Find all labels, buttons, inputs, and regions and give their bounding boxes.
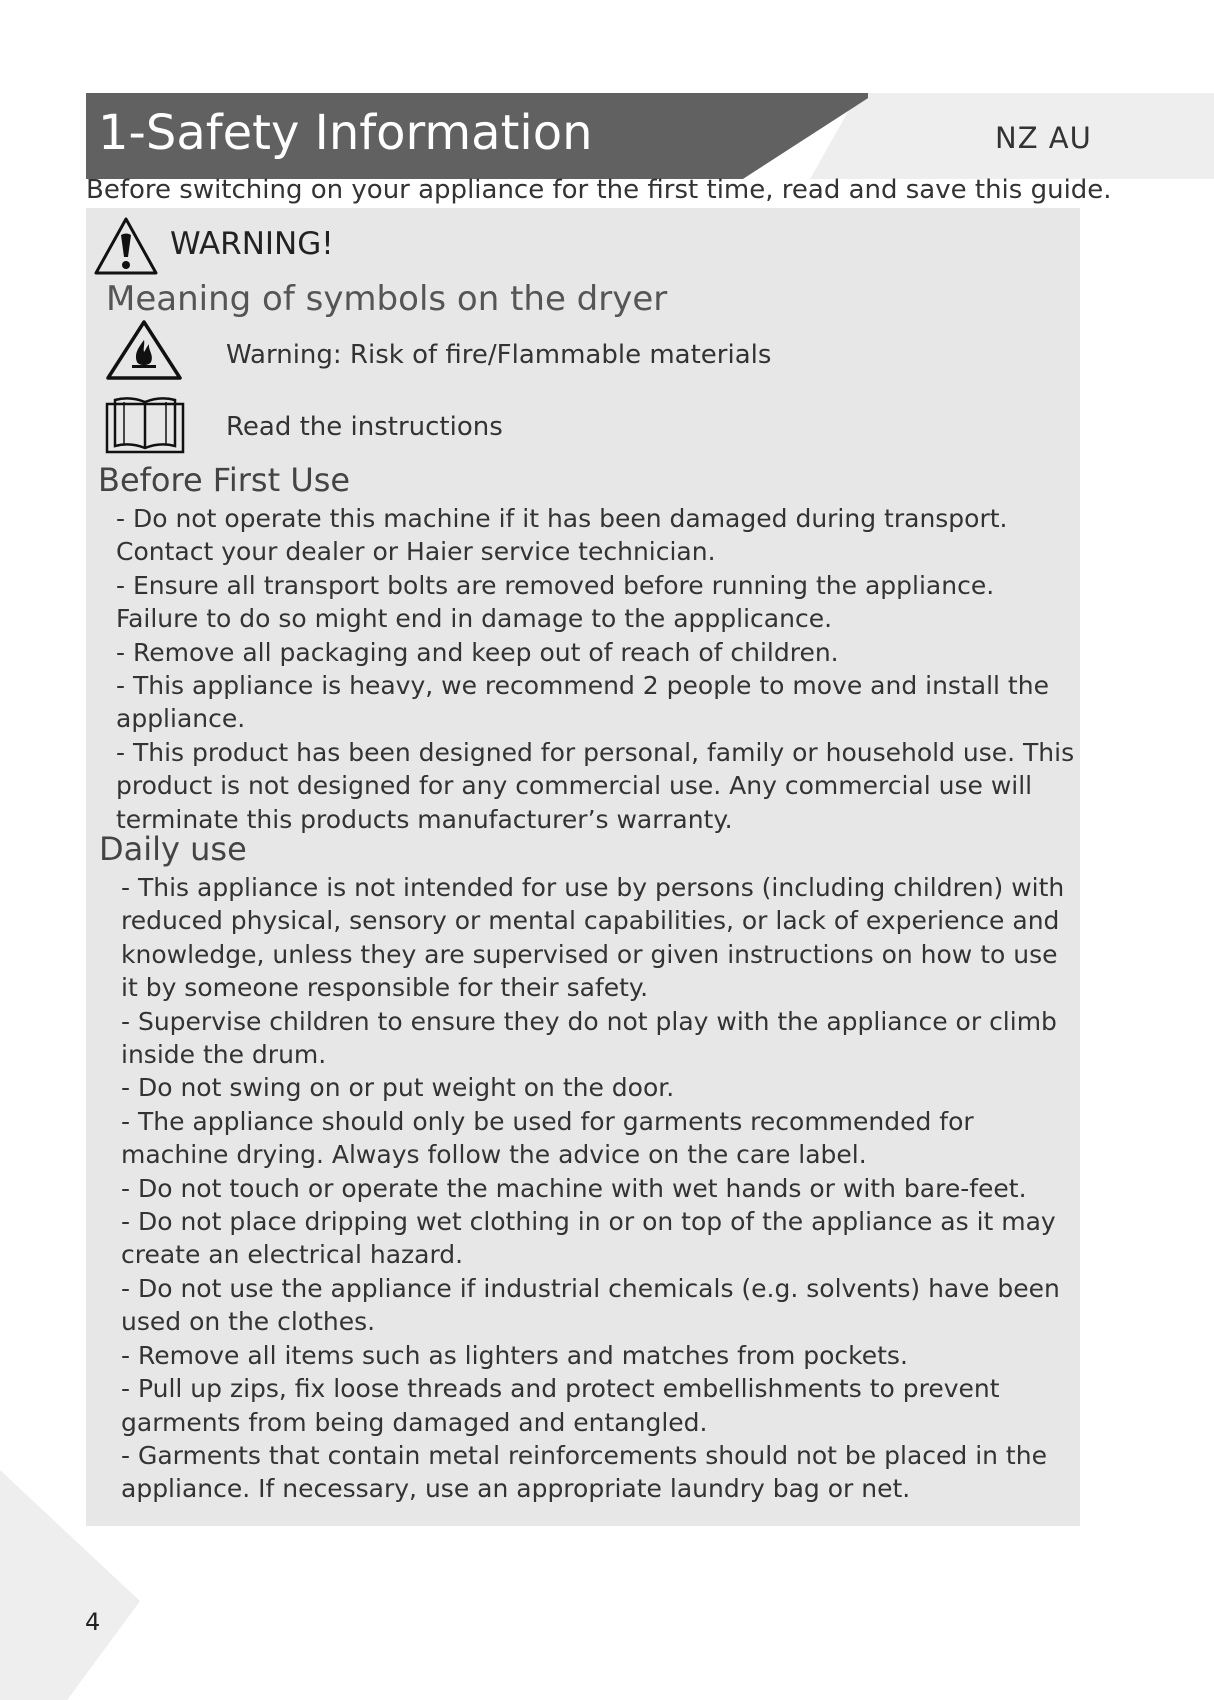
flammable-warning-icon [104, 318, 184, 382]
region-label: NZ AU [995, 121, 1092, 155]
before-first-use-heading: Before First Use [98, 461, 351, 499]
page-title: 1-Safety Information [98, 105, 593, 161]
list-item: - This product has been designed for personal, family or household use. This product is not designed for any commercial use. Any commercial use will terminate this products manufacturer’s warranty. [116, 737, 1075, 834]
flammable-warning-text: Warning: Risk of fire/Flammable materials [226, 340, 772, 370]
daily-use-list [121, 871, 1071, 1506]
read-instructions-text: Read the instructions [226, 412, 503, 442]
list-item: - Remove all packaging and keep out of reach of children. [116, 637, 839, 667]
intro-text: Before switching on your appliance for the first time, read and save this guide. [86, 175, 1112, 205]
list-item: - Do not swing on or put weight on the door. [121, 1073, 675, 1103]
read-instructions-book-icon [104, 394, 186, 456]
symbols-heading: Meaning of symbols on the dryer [106, 279, 668, 319]
before-first-use-list [116, 502, 1076, 836]
warning-triangle-icon [92, 215, 160, 277]
list-item: - Do not place dripping wet clothing in or on top of the appliance as it may create an electrical hazard. [121, 1207, 1056, 1270]
list-item: - Do not touch or operate the machine with wet hands or with bare-feet. [121, 1173, 1027, 1203]
list-item: - Do not use the appliance if industrial chemicals (e.g. solvents) have been used on the clothes. [121, 1273, 1060, 1337]
list-item: - This appliance is heavy, we recommend 2 people to move and install the appliance. [116, 671, 1049, 734]
list-item: - Pull up zips, fix loose threads and protect embellishments to prevent garments from being damaged and entangled. [121, 1374, 1000, 1437]
list-item: - Garments that contain metal reinforcements should not be placed in the appliance. If necessary, use an appropriate laundry bag or net. [121, 1440, 1047, 1504]
list-item: - This appliance is not intended for use by persons (including children) with reduced physical, sensory or mental capabilities, or lack of experience and knowledge, unless they are supervised or given instructions on how to use it by someone responsible for their safety. [121, 873, 1065, 1003]
list-item: - Do not operate this machine if it has been damaged during transport. Contact your dealer or Haier service technician. [116, 504, 1008, 567]
list-item: - Supervise children to ensure they do not play with the appliance or climb inside the drum. [121, 1006, 1057, 1070]
list-item: - Remove all items such as lighters and matches from pockets. [121, 1340, 908, 1370]
daily-use-heading: Daily use [99, 830, 247, 868]
page-number: 4 [85, 1608, 101, 1636]
warning-label: WARNING! [170, 226, 334, 262]
list-item: - Ensure all transport bolts are removed before running the appliance. Failure to do so might end in damage to the appplicance. [116, 570, 995, 634]
list-item: - The appliance should only be used for garments recommended for machine drying. Always follow the advice on the care label. [121, 1106, 974, 1170]
